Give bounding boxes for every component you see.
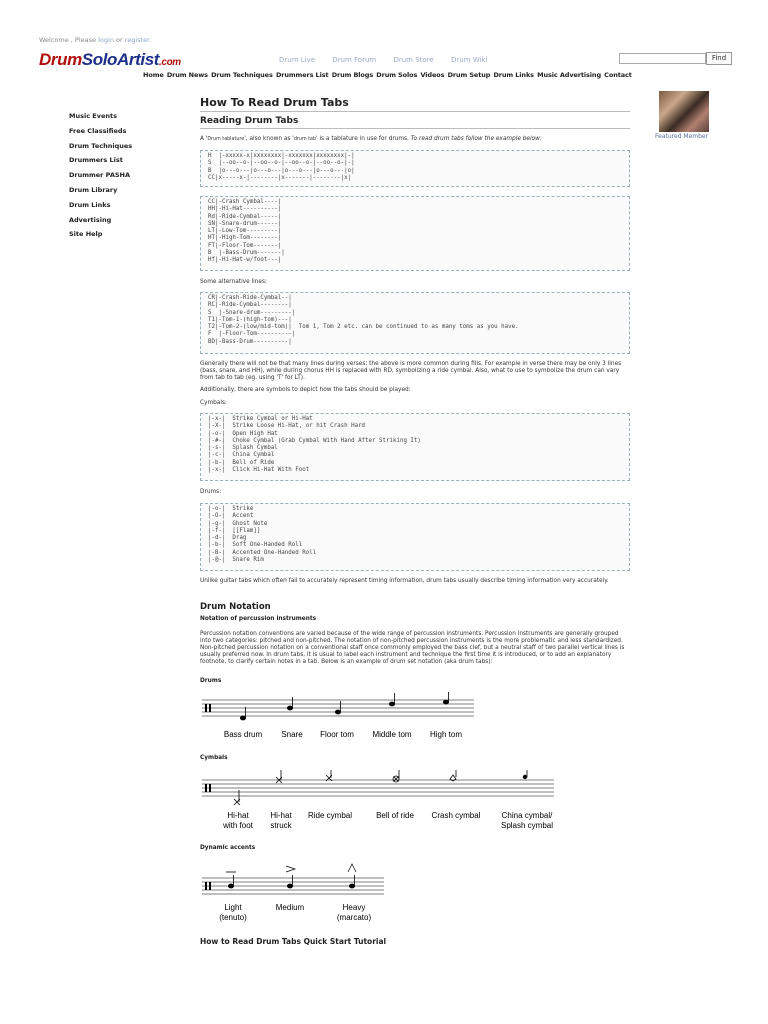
accents-fig-label: Light <box>224 903 242 912</box>
accents-figure-label: Dynamic accents <box>200 845 256 851</box>
sidebar-item-drum-library[interactable]: Drum Library <box>69 185 118 194</box>
sidebar-item-site-help[interactable]: Site Help <box>69 230 103 239</box>
nav-drum-links[interactable]: Drum Links <box>493 71 534 79</box>
alt-lines-box: CR|-Crash-Ride-Cymbal--| RC|-Ride-Cymbal--------| S |-Snare-drum---------| T1|-Tom-1-(high-tom)---| T2|-Tom-2-(low/mid-tom)| Tom 1, Tom 2 etc. can be continued to as many toms as you have. F |-Floor-Tom----------| BD|-Bass-Drum----------| <box>200 292 630 354</box>
top-nav-drum-store[interactable]: Drum Store <box>393 56 434 64</box>
alt-lines-label: Some alternative lines: <box>200 279 267 285</box>
sidebar <box>69 112 132 245</box>
sidebar-item-drum-techniques[interactable]: Drum Techniques <box>69 141 133 150</box>
top-nav-drum-live[interactable]: Drum Live <box>279 56 316 64</box>
cymbals-label: Cymbals: <box>200 400 227 406</box>
nav-drum-setup[interactable]: Drum Setup <box>447 71 491 79</box>
cymbals-fig-label: struck <box>270 821 292 830</box>
nav-drum-news[interactable]: Drum News <box>166 71 208 79</box>
drums-fig-label: High tom <box>429 730 463 739</box>
drums-fig-label: Snare <box>281 730 303 739</box>
main-nav <box>143 71 633 79</box>
page-title: How To Read Drum Tabs <box>200 96 349 109</box>
find-button[interactable]: Find <box>706 52 732 65</box>
nav-home[interactable]: Home <box>143 71 164 79</box>
unlike-paragraph: Unlike guitar tabs which often fail to accurately represent timing information, drum tabs usually describe timing information very accurately. <box>200 578 609 584</box>
intro-term2: drum tab <box>293 137 317 142</box>
cymbals-fig-label: China cymbal/ <box>501 811 553 820</box>
logo-part2: SoloArtist <box>81 50 160 69</box>
nav-drum-techniques[interactable]: Drum Techniques <box>211 71 273 79</box>
cymbals-figure-label: Cymbals <box>200 755 228 761</box>
accents-fig-label: (tenuto) <box>219 913 247 922</box>
search-input[interactable] <box>619 53 706 64</box>
nav-drum-blogs[interactable]: Drum Blogs <box>331 71 374 79</box>
sidebar-item-drummers-list[interactable]: Drummers List <box>69 156 123 165</box>
cymbals-fig-label: with foot <box>223 821 253 830</box>
notation-paragraph: Percussion notation conventions are varied because of the wide range of percussion instruments. Percussion instruments are generally grouped into two categories: pitched and non-pitched. The notation of non-pitched percussion instruments is the more problematic and less standardized. Non-pitched percussion notation on a conventional staff once commonly employed the bass clef, but a neutral staff of two parallel vertical lines is usually preferred now. In drum tabs, it is usual to label each instrument and technique the first time it is introduced, or to add an explanatory footnote, to clarify certain notes in a tab. Below is an example of drum set notation (aka drum tabs): <box>200 631 625 665</box>
register-link[interactable]: register. <box>124 36 152 44</box>
drums-fig-label: Bass drum <box>223 730 263 739</box>
cymbals-fig-label: Bell of ride <box>376 811 414 820</box>
sidebar-item-free-classifieds[interactable]: Free Classifieds <box>69 126 127 135</box>
welcome-bar <box>39 36 151 44</box>
section-divider <box>200 128 630 129</box>
nav-drum-solos[interactable]: Drum Solos <box>376 71 418 79</box>
sidebar-item-music-events[interactable]: Music Events <box>69 112 117 120</box>
site-logo[interactable] <box>39 50 181 73</box>
tab-example-box: H |-xxxxx-x|xxxxxxxx|-xxxxxxx|xxxxxxxx|-| S |--oo--o-|--oo--o-|--oo--o-|--oo--o-|-| B |o---o---|o---o---|o---o---|o---o---|o| CC|x-----x-|--------|x-------|--------|x| <box>200 150 630 187</box>
intro-a: A ' <box>200 136 208 142</box>
tab-legend-box: CC|-Crash Cymbal----| HH|-Hi-Hat----------| Rd|-Ride-Cymbal-----| SN|-Snare-drum------| LT|-Low-Tom---------| HT|-High-Tom--------| FT|-Floor-Tom-------| B |-Bass-Drum-------| Hf|-Hi-Hat-w/foot---| <box>200 196 630 271</box>
intro-b: ', also known as ' <box>244 136 294 142</box>
intro-term1: Drum tablature <box>207 137 245 142</box>
intro-paragraph <box>200 136 630 143</box>
generally-paragraph: Generally there will not be that many lines during verses; the above is more common during fills. For example in verse there may be only 3 lines (bass, snare, and HH), while during chorus HH is replaced with RD, symbolizing a ride cymbal. Also, what to use to symbolize the drum can vary from tab to tab (eg. using 'T' for LT). <box>200 361 622 381</box>
intro-italic: To read drum tabs follow the example below: <box>408 136 542 142</box>
logo-part3: .com <box>159 57 181 68</box>
or-text: or <box>116 36 123 44</box>
accents-notation-figure <box>198 860 388 924</box>
sidebar-item-advertising[interactable]: Advertising <box>69 215 112 224</box>
nav-music-advertising[interactable]: Music Advertising <box>537 71 601 79</box>
welcome-text: Welcome , Please <box>39 36 97 44</box>
accents-fig-label: (marcato) <box>336 913 372 922</box>
drums-fig-label: Floor tom <box>320 730 354 739</box>
sidebar-item-drum-links[interactable]: Drum Links <box>69 200 111 209</box>
drums-notation-figure <box>198 692 478 744</box>
nav-drummers-list[interactable]: Drummers List <box>275 71 329 79</box>
notation-subheading: Notation of percussion instruments <box>200 616 317 622</box>
cymbals-fig-label: Ride cymbal <box>307 811 353 820</box>
additionally-paragraph: Additionally, there are symbols to depict how the tabs should be played: <box>200 387 411 393</box>
logo-part1: Drum <box>39 50 82 69</box>
top-nav-drum-forum[interactable]: Drum Forum <box>332 56 377 64</box>
top-nav <box>279 56 502 64</box>
cymbals-fig-label: Splash cymbal <box>500 821 554 830</box>
featured-member-caption[interactable]: Featured Member <box>655 133 709 140</box>
top-nav-drum-wiki[interactable]: Drum Wiki <box>450 56 488 64</box>
cymbals-fig-label: Hi-hat <box>270 811 292 820</box>
quick-start-heading[interactable]: How to Read Drum Tabs Quick Start Tutorial <box>200 937 387 946</box>
drums-figure-label: Drums <box>200 678 222 684</box>
drums-fig-label: Middle tom <box>372 730 412 739</box>
drums-box: |-o-| Strike |-O-| Accent |-g-| Ghost Note |-f-| [[Flam]] |-d-| Drag |-b-| Soft One-Handed Roll |-B-| Accented One-Handed Roll |-@-| Snare Rim <box>200 503 630 571</box>
cymbals-fig-label: Crash cymbal <box>431 811 481 820</box>
drums-label: Drums: <box>200 489 222 495</box>
nav-contact[interactable]: Contact <box>604 71 632 79</box>
title-divider <box>200 111 630 112</box>
login-link[interactable]: login <box>98 36 114 44</box>
sidebar-item-drummer-pasha[interactable]: Drummer PASHA <box>69 171 131 180</box>
drum-notation-heading: Drum Notation <box>200 602 271 612</box>
section-heading: Reading Drum Tabs <box>200 116 299 126</box>
cymbals-fig-label: Hi-hat <box>227 811 249 820</box>
accents-fig-label: Heavy <box>342 903 366 912</box>
featured-member-photo[interactable] <box>659 91 709 132</box>
intro-c: ' is a tablature in use for drums. <box>316 136 409 142</box>
nav-videos[interactable]: Videos <box>420 71 445 79</box>
cymbals-notation-figure <box>198 770 558 834</box>
accents-fig-label: Medium <box>275 903 305 912</box>
cymbals-box: |-x-| Strike Cymbal or Hi-Hat |-X-| Strike Loose Hi-Hat, or hit Crash Hard |-o-| Open High Hat |-#-| Choke Cymbal (Grab Cymbal With Hand After Striking It) |-s-| Splash Cymbal |-c-| China Cymbal |-b-| Bell of Ride |-x-| Click Hi-Hat With Foot <box>200 413 630 481</box>
